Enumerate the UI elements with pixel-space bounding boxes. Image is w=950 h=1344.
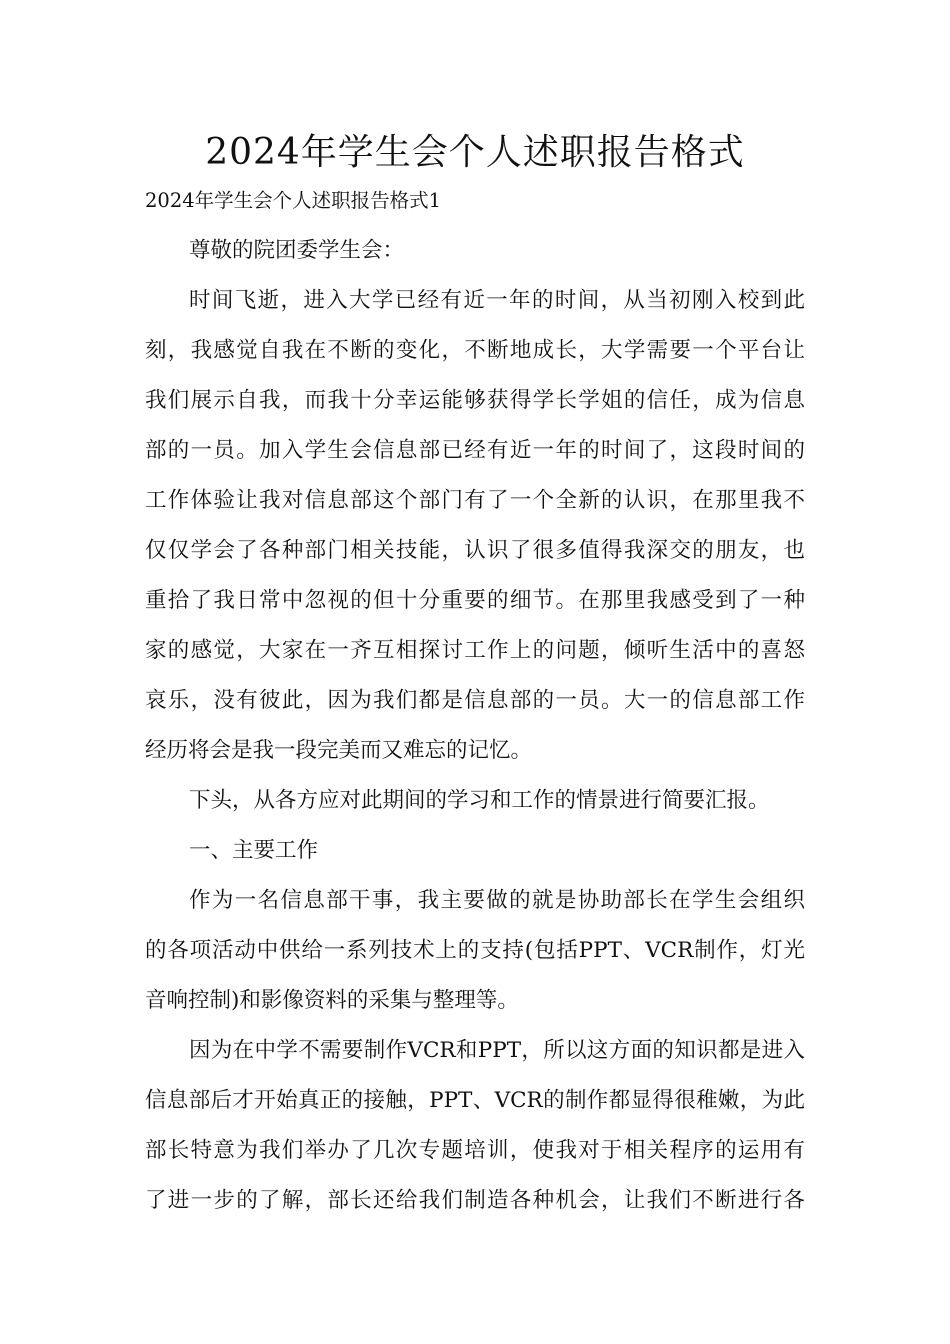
- body-line: 音响控制)和影像资料的采集与整理等。: [145, 988, 519, 1013]
- body-line: 我们展示自我，而我十分幸运能够获得学长学姐的信任，成为信息: [145, 388, 805, 413]
- body-line: 重拾了我日常中忽视的但十分重要的细节。在那里我感受到了一种: [145, 588, 805, 613]
- body-line: 哀乐，没有彼此，因为我们都是信息部的一员。大一的信息部工作: [145, 688, 805, 713]
- body-line: 一、主要工作: [189, 838, 319, 863]
- body-line: 经历将会是我一段完美而又难忘的记忆。: [145, 738, 533, 763]
- body-line: 的各项活动中供给一系列技术上的支持(包括PPT、VCR制作，灯光: [145, 938, 805, 963]
- body-line: 仅仅学会了各种部门相关技能，认识了很多值得我深交的朋友，也: [145, 538, 805, 563]
- document-title: 2024年学生会个人述职报告格式: [205, 132, 745, 173]
- body-line: 时间飞逝，进入大学已经有近一年的时间，从当初刚入校到此: [189, 288, 805, 313]
- body-line: 刻，我感觉自我在不断的变化，不断地成长，大学需要一个平台让: [145, 338, 805, 363]
- body-line: 作为一名信息部干事，我主要做的就是协助部长在学生会组织: [189, 888, 805, 913]
- document-subtitle: 2024年学生会个人述职报告格式1: [145, 189, 442, 212]
- body-line: 信息部后才开始真正的接触，PPT、VCR的制作都显得很稚嫩，为此: [145, 1088, 805, 1113]
- document-body: [145, 226, 805, 1226]
- body-line: 下头，从各方应对此期间的学习和工作的情景进行简要汇报。: [189, 788, 770, 813]
- body-line: 尊敬的院团委学生会：: [189, 238, 405, 263]
- body-line: 工作体验让我对信息部这个部门有了一个全新的认识，在那里我不: [145, 488, 805, 513]
- body-line: 部的一员。加入学生会信息部已经有近一年的时间了，这段时间的: [145, 438, 805, 463]
- body-line: 因为在中学不需要制作VCR和PPT，所以这方面的知识都是进入: [189, 1038, 805, 1063]
- body-line: 家的感觉，大家在一齐互相探讨工作上的问题，倾听生活中的喜怒: [145, 638, 805, 663]
- body-line: 了进一步的了解，部长还给我们制造各种机会，让我们不断进行各: [145, 1188, 805, 1213]
- body-line: 部长特意为我们举办了几次专题培训，使我对于相关程序的运用有: [145, 1138, 805, 1163]
